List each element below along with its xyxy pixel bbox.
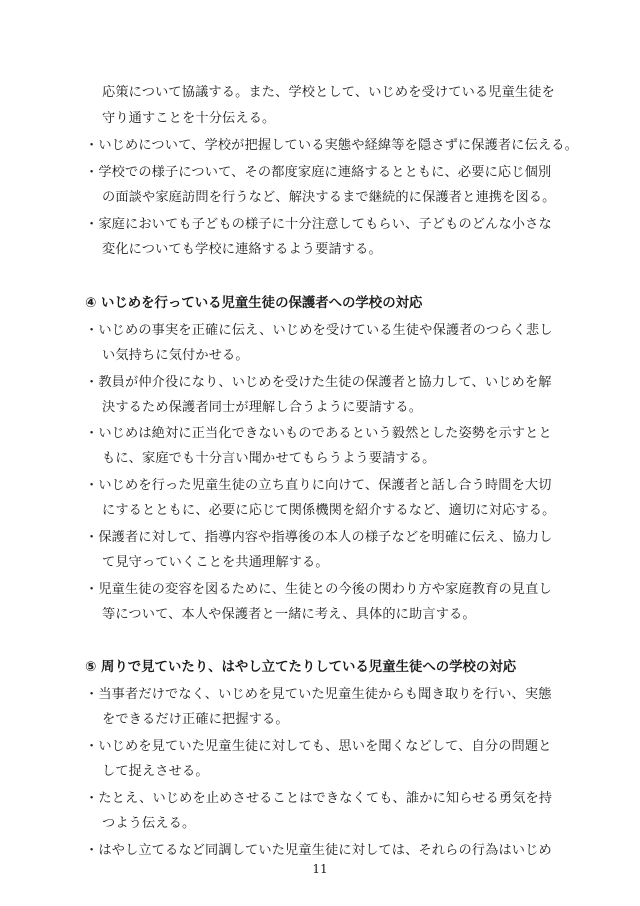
intro-bullet-2: ・学校での様子について、その都度家庭に連絡するとともに、必要に応じ個別	[85, 165, 552, 180]
s5-bullet-3-cont: つよう伝える。	[102, 816, 196, 831]
s4-bullet-4: ・いじめを行った児童生徒の立ち直りに向けて、保護者と話し合う時間を大切	[85, 478, 552, 493]
s4-bullet-1-cont: い気持ちに気付かせる。	[102, 348, 249, 363]
intro-line-1: 応策について協議する。また、学校として、いじめを受けている児童生徒を	[102, 85, 555, 100]
s4-bullet-6-cont: 等について、本人や保護者と一緒に考え、具体的に助言する。	[102, 607, 476, 622]
s4-bullet-2: ・教員が仲介役になり、いじめを受けた生徒の保護者と協力して、いじめを解	[85, 375, 552, 390]
s4-bullet-5-cont: て見守っていくことを共通理解する。	[102, 555, 329, 570]
s4-bullet-6: ・児童生徒の変容を図るために、生徒との今後の関わり方や家庭教育の見直し	[85, 582, 552, 597]
s5-bullet-2: ・いじめを見ていた児童生徒に対しても、思いを聞くなどして、自分の問題と	[85, 739, 552, 754]
page-number: 11	[312, 862, 328, 876]
s5-bullet-4: ・はやし立てるなど同調していた児童生徒に対しては、それらの行為はいじめ	[85, 843, 552, 858]
intro-bullet-3: ・家庭においても子どもの様子に十分注意してもらい、子どものどんな小さな	[85, 217, 552, 232]
s5-bullet-1: ・当事者だけでなく、いじめを見ていた児童生徒からも聞き取りを行い、実態	[85, 687, 552, 702]
s4-bullet-2-cont: 決するため保護者同士が理解し合うように要請する。	[102, 400, 423, 415]
s4-bullet-1: ・いじめの事実を正確に伝え、いじめを受けている生徒や保護者のつらく悲し	[85, 323, 553, 338]
s4-bullet-3-cont: もに、家庭でも十分言い聞かせてもらうよう要請する。	[102, 451, 436, 466]
s5-bullet-1-cont: をできるだけ正確に把握する。	[102, 712, 289, 727]
s4-bullet-4-cont: にするとともに、必要に応じて関係機関を紹介するなど、適切に対応する。	[102, 503, 556, 518]
intro-bullet-1: ・いじめについて、学校が把握している実態や経緯等を隠さずに保護者に伝える。	[85, 138, 578, 153]
section-5-heading: ⑤ 周りで見ていたり、はやし立てたりしている児童生徒への学校の対応	[85, 660, 517, 675]
intro-line-2: 守り通すことを十分伝える。	[102, 111, 276, 126]
s5-bullet-3: ・たとえ、いじめを止めさせることはできなくても、誰かに知らせる勇気を持	[85, 791, 553, 806]
section-4-heading: ④ いじめを行っている児童生徒の保護者への学校の対応	[85, 296, 423, 311]
intro-bullet-2-cont: の面談や家庭訪問を行うなど、解決するまで継続的に保護者と連携を図る。	[102, 190, 556, 205]
s4-bullet-5: ・保護者に対して、指導内容や指導後の本人の様子などを明確に伝え、協力し	[85, 530, 553, 545]
s4-bullet-3: ・いじめは絶対に正当化できないものであるという毅然とした姿勢を示すとと	[85, 426, 552, 441]
intro-bullet-3-cont: 変化についても学校に連絡するよう要請する。	[102, 242, 382, 257]
s5-bullet-2-cont: して捉えさせる。	[102, 764, 209, 779]
